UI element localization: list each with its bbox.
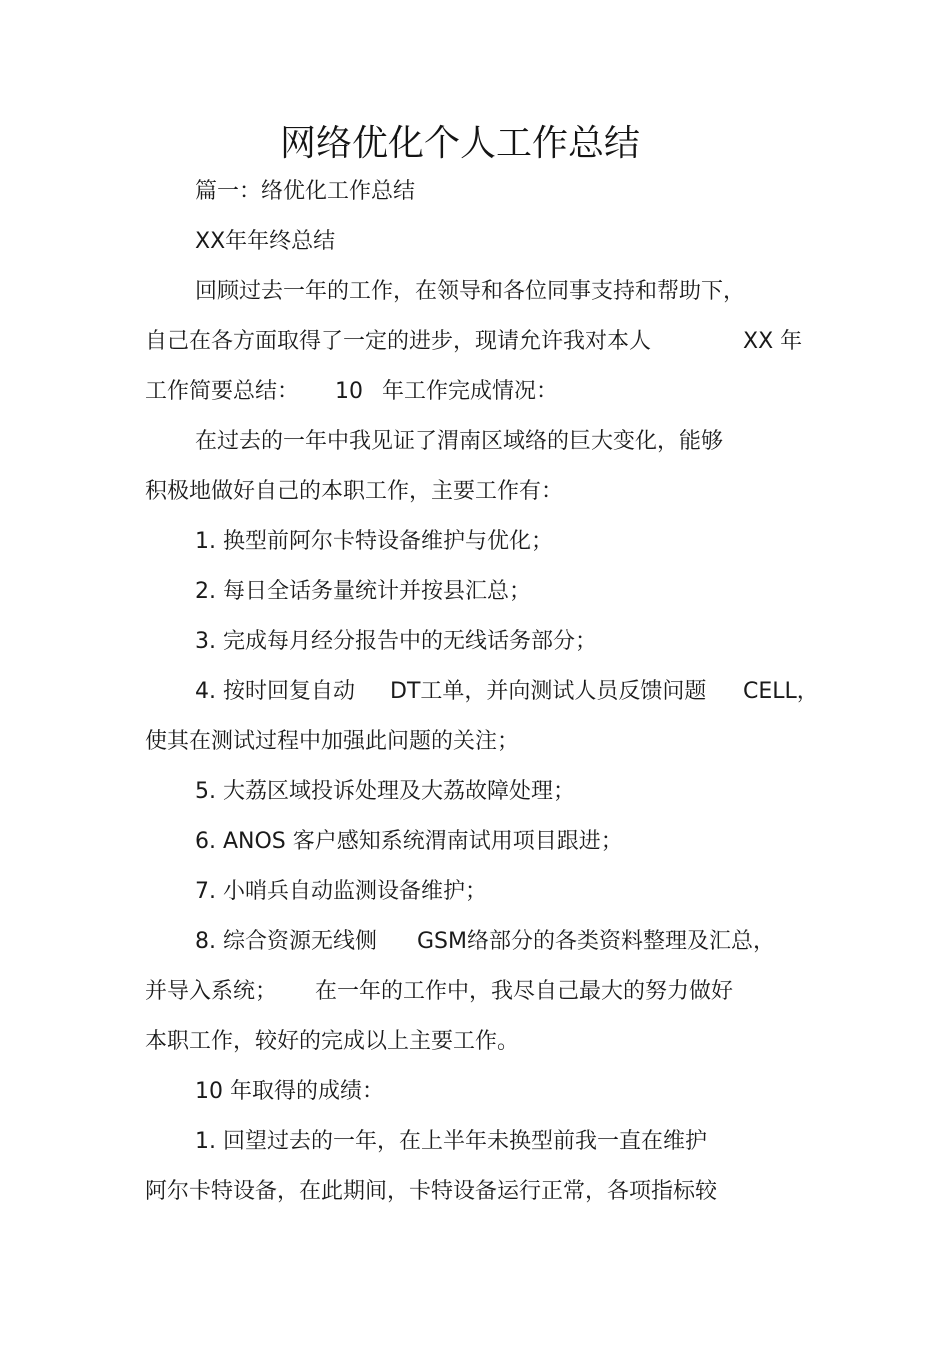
list-item: 1. 换型前阿尔卡特设备维护与优化；: [195, 529, 553, 554]
paragraph-line: 使其在测试过程中加强此问题的关注；: [145, 729, 520, 754]
paragraph-line: 1. 回望过去的一年，在上半年未换型前我一直在维护: [195, 1129, 707, 1154]
text-segment: 工作简要总结：: [145, 379, 300, 404]
text-segment: 10: [335, 379, 363, 404]
paragraph-line: 积极地做好自己的本职工作，主要工作有：: [145, 479, 564, 504]
text-segment: 并导入系统；: [145, 979, 278, 1004]
text-segment: 在一年的工作中，我尽自己最大的努力做好: [315, 979, 734, 1004]
subheading: 10 年取得的成绩：: [195, 1079, 384, 1104]
list-item: 7. 小哨兵自动监测设备维护；: [195, 879, 487, 904]
text-segment: GSM络部分的各类资料整理及汇总，: [417, 929, 775, 954]
text-segment: 4. 按时回复自动: [195, 679, 355, 704]
list-item: 3. 完成每月经分报告中的无线话务部分；: [195, 629, 597, 654]
list-item: 5. 大荔区域投诉处理及大荔故障处理；: [195, 779, 575, 804]
text-segment: XX 年: [743, 329, 803, 354]
paragraph-line: 在过去的一年中我见证了渭南区域络的巨大变化，能够: [195, 429, 724, 454]
subheading: XX年年终总结: [195, 229, 336, 254]
paragraph-line: [145, 327, 651, 357]
section-heading: 篇一：络优化工作总结: [195, 179, 416, 204]
text-segment: CELL，: [743, 679, 819, 704]
list-item: 6. ANOS 客户感知系统渭南试用项目跟进；: [195, 829, 623, 854]
paragraph-line: 回顾过去一年的工作，在领导和各位同事支持和帮助下，: [195, 279, 746, 304]
text-segment: 年工作完成情况：: [382, 379, 559, 404]
list-item: 2. 每日全话务量统计并按县汇总；: [195, 579, 531, 604]
document-title: 网络优化个人工作总结: [279, 123, 640, 164]
text-segment: DT工单，并向测试人员反馈问题: [390, 679, 707, 704]
paragraph-line: 本职工作，较好的完成以上主要工作。: [145, 1029, 520, 1054]
text-segment: 自己在各方面取得了一定的进步，现请允许我对本人: [145, 329, 652, 354]
text-segment: 8. 综合资源无线侧: [195, 929, 377, 954]
paragraph-line: 阿尔卡特设备，在此期间，卡特设备运行正常，各项指标较: [145, 1179, 718, 1204]
